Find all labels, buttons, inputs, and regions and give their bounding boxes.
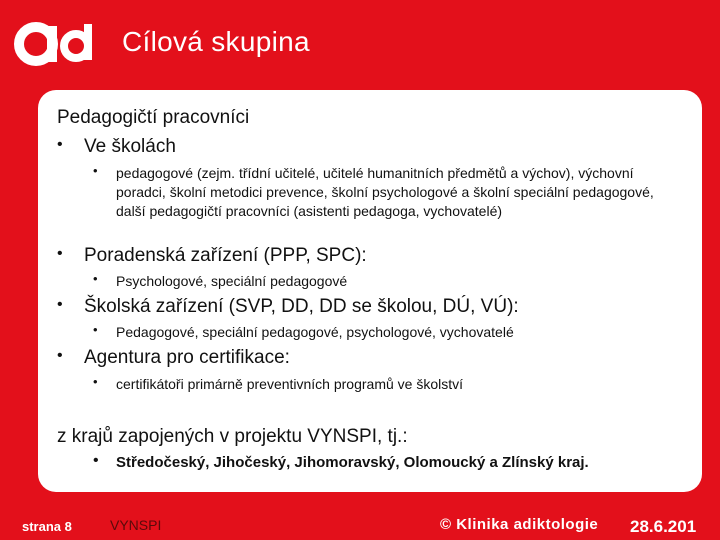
bullet: •: [93, 452, 99, 469]
item-label-certification: Agentura pro certifikace:: [84, 347, 290, 368]
bullet: •: [57, 136, 63, 153]
regions-list: Středočeský, Jihočeský, Jihomoravský, Olomoucký a Zlínský kraj.: [116, 454, 589, 471]
item-label-schools: Ve školách: [84, 136, 176, 157]
bullet: •: [93, 374, 98, 389]
page-number: strana 8: [22, 519, 72, 534]
bullet: •: [57, 296, 63, 313]
brand-label: © Klinika adiktologie: [440, 516, 599, 533]
bullet: •: [57, 347, 63, 364]
bullet: •: [93, 163, 98, 178]
item-label-school-facilities: Školská zařízení (SVP, DD, DD se školou, DÚ, VÚ):: [84, 296, 519, 317]
date-label: 28.6.201: [630, 517, 697, 536]
bullet: •: [57, 245, 63, 262]
project-name: VYNSPI: [110, 517, 162, 533]
item-sub-schools: pedagogové (zejm. třídní učitelé, učitelé humanitních předmětů a výchov), výchovní poradci, školní metodici prevence, školní psychologové a školní speciální pedagogové, další pedagogičtí pracovníci (asistenti pedagoga, vychovatelé): [116, 165, 654, 219]
item-sub-counseling: Psychologové, speciální pedagogové: [116, 273, 348, 289]
bullet: •: [93, 271, 98, 286]
section-heading-pedagogical-workers: Pedagogičtí pracovníci: [57, 107, 250, 128]
item-sub-certification: certifikátoři primárně preventivních programů ve školství: [116, 376, 464, 392]
item-sub-school-facilities: Pedagogové, speciální pedagogové, psychologové, vychovatelé: [116, 324, 514, 340]
page-title: Cílová skupina: [122, 26, 310, 57]
section-heading-regions: z krajů zapojených v projektu VYNSPI, tj.:: [57, 426, 408, 447]
bullet: •: [93, 322, 98, 337]
item-label-counseling: Poradenská zařízení (PPP, SPC):: [84, 245, 367, 266]
